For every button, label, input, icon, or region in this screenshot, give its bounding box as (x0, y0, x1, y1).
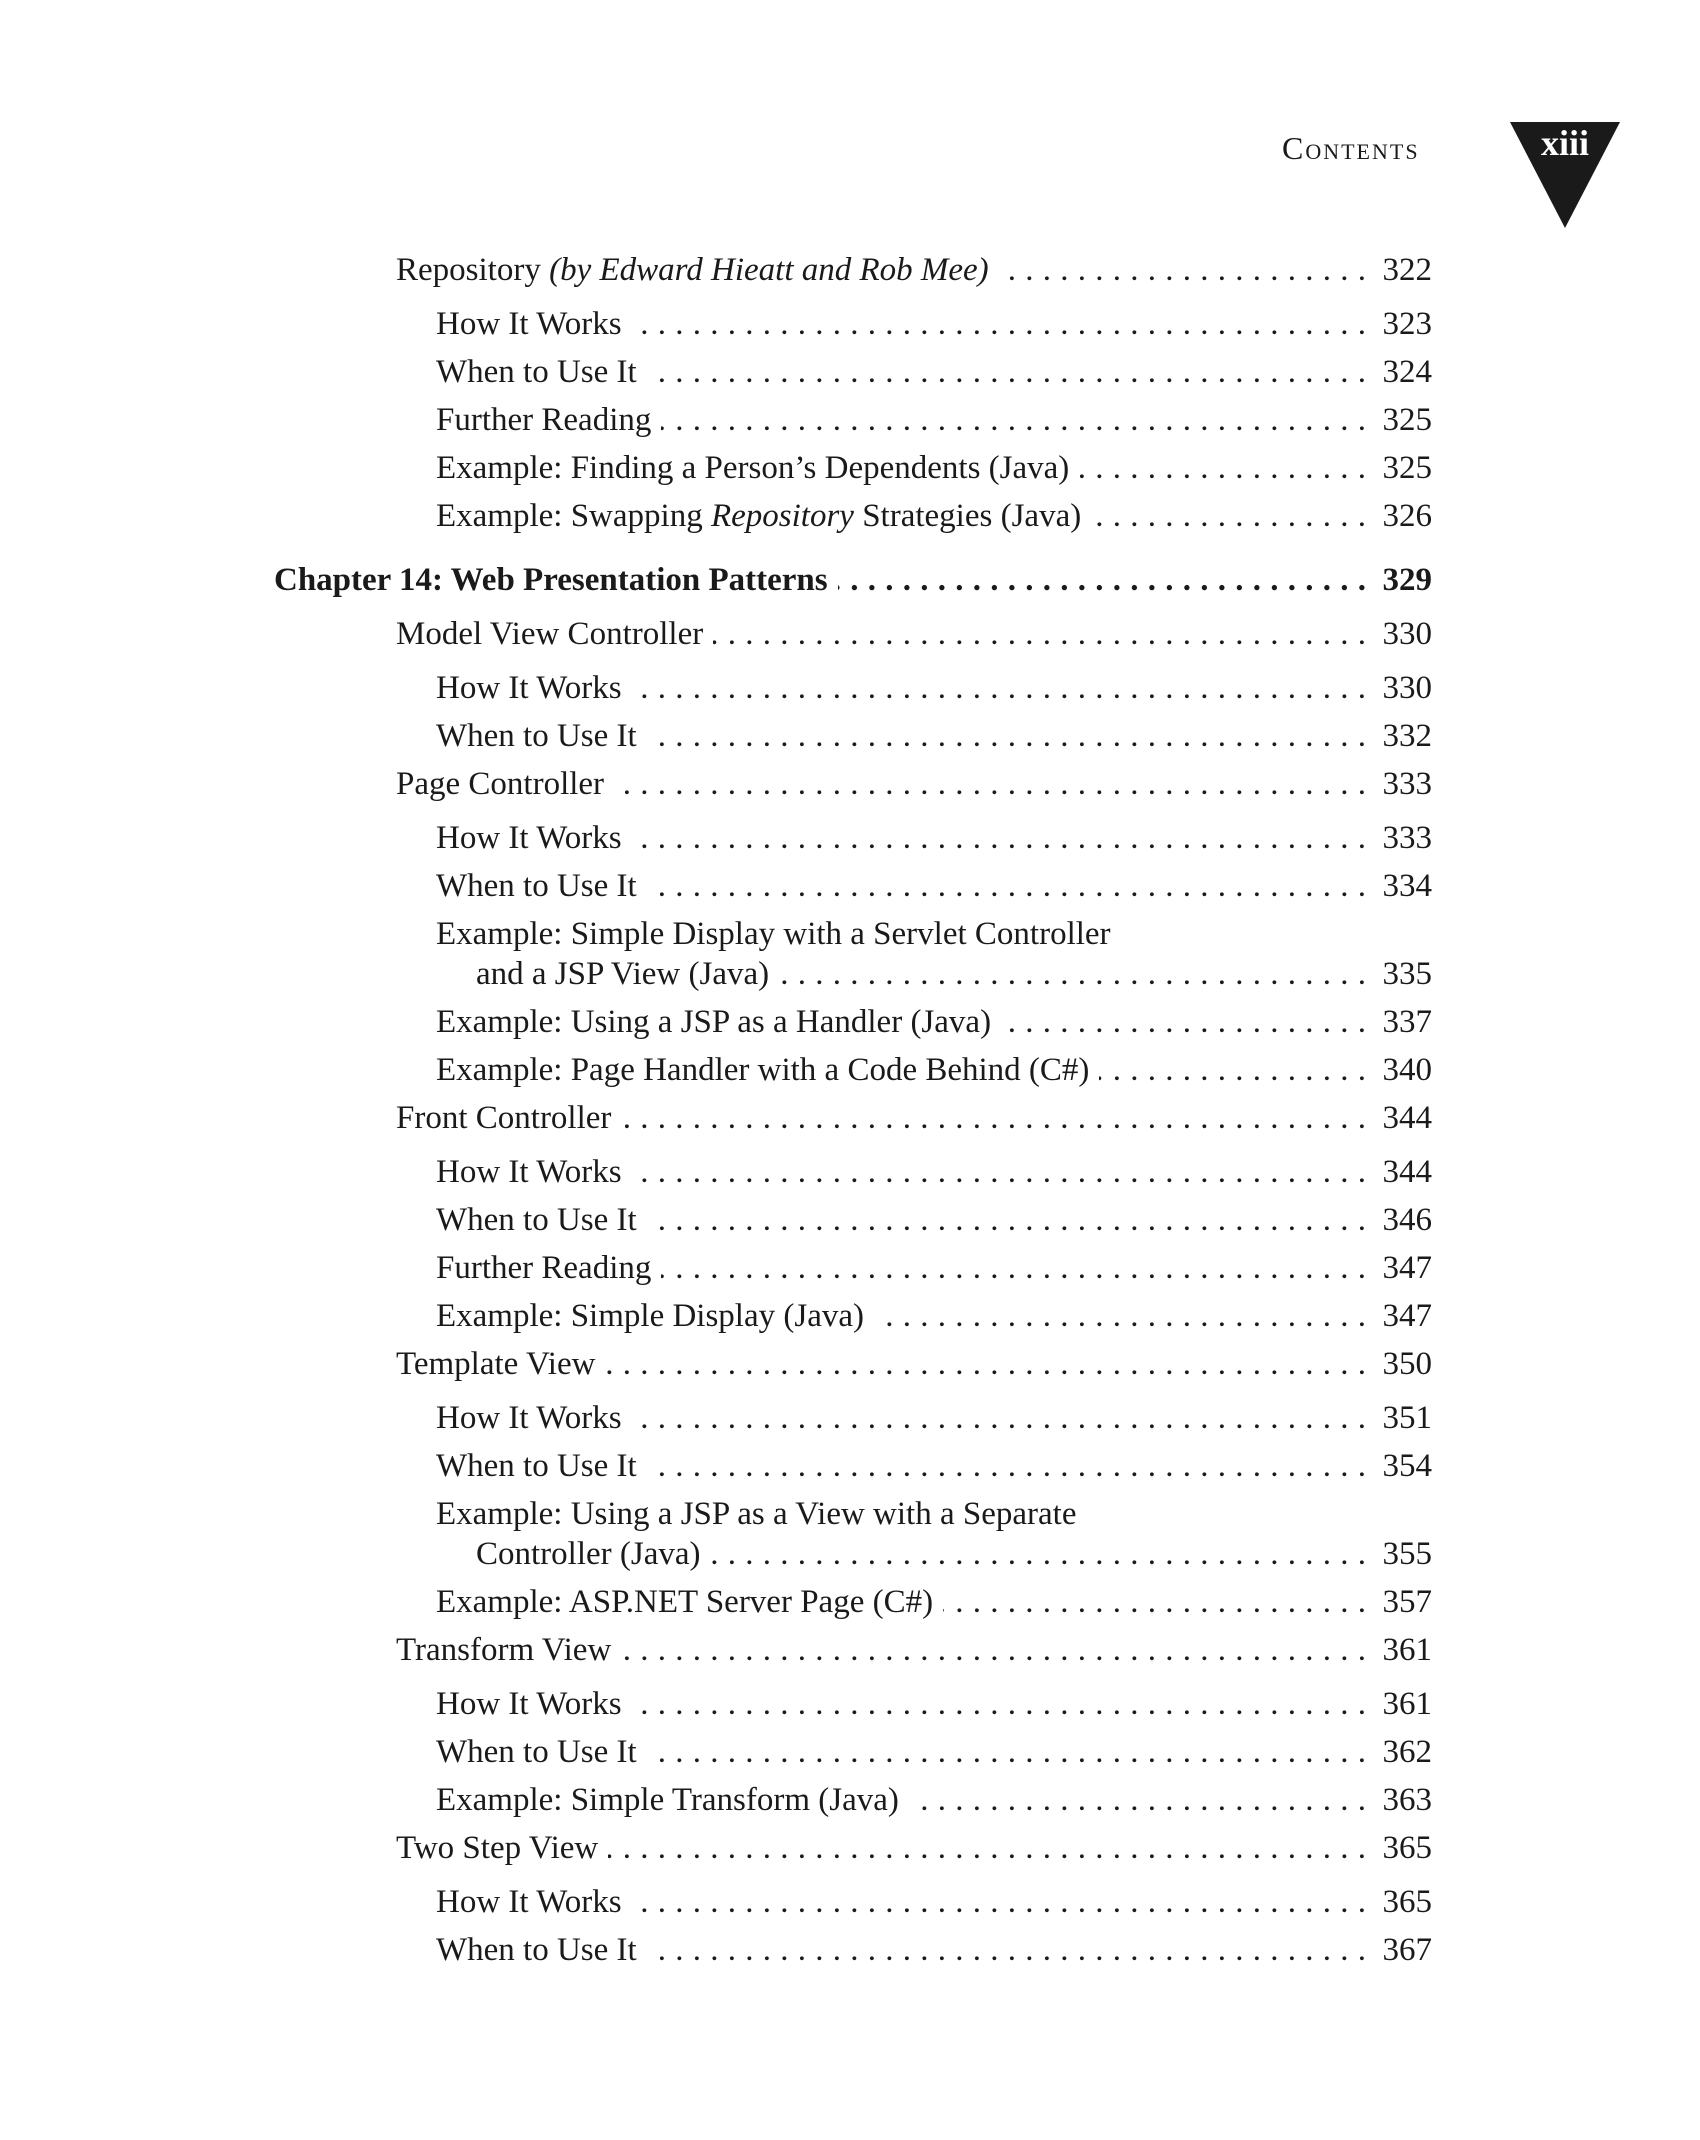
toc-entry[interactable] (436, 1200, 1432, 1240)
toc-entry-page: 361 (1382, 1686, 1432, 1722)
toc-leader-dots (647, 866, 1366, 906)
toc-entry-title: When to Use It (436, 868, 637, 904)
toc-entry[interactable] (436, 1930, 1432, 1970)
toc-entry-title: Controller (Java) (476, 1536, 701, 1572)
toc-entry-page: 347 (1382, 1250, 1432, 1286)
toc-entry-page: 351 (1382, 1400, 1432, 1436)
toc-entry[interactable] (436, 1050, 1432, 1090)
toc-leader-dots (605, 1344, 1366, 1384)
toc-entry-title: How It Works (436, 1154, 622, 1190)
toc-leader-dots (713, 614, 1366, 654)
toc-leader-dots (632, 1684, 1366, 1724)
toc-entry-title: When to Use It (436, 718, 637, 754)
toc-entry-page: 334 (1382, 868, 1432, 904)
toc-leader-dots (874, 1296, 1366, 1336)
toc-leader-dots (621, 1098, 1366, 1138)
toc-entry-title: and a JSP View (Java) (476, 956, 770, 992)
toc-entry-title: Example: ASP.NET Server Page (C#) (436, 1584, 934, 1620)
toc-entry-page: 332 (1382, 718, 1432, 754)
toc-entry-page: 325 (1382, 450, 1432, 486)
toc-entry-page: 323 (1382, 306, 1432, 342)
toc-entry-title: How It Works (436, 820, 622, 856)
toc-entry-page: 330 (1382, 670, 1432, 706)
toc-leader-dots (647, 1200, 1366, 1240)
toc-entry-page: 367 (1382, 1932, 1432, 1968)
toc-entry[interactable] (436, 1684, 1432, 1724)
toc-leader-dots (614, 764, 1366, 804)
toc-entry[interactable] (396, 1344, 1432, 1384)
toc-entry-page: 325 (1382, 402, 1432, 438)
toc-entry[interactable] (436, 1882, 1432, 1922)
toc-entry[interactable] (476, 954, 1432, 994)
toc-leader-dots (647, 1930, 1366, 1970)
toc-entry[interactable] (436, 496, 1432, 536)
toc-leader-dots (1091, 496, 1366, 536)
toc-entry[interactable] (436, 1248, 1432, 1288)
toc-leader-dots (632, 1152, 1366, 1192)
toc-leader-dots (632, 668, 1366, 708)
toc-leader-dots (711, 1534, 1366, 1574)
toc-entry-page: 326 (1382, 498, 1432, 534)
toc-entry[interactable] (436, 304, 1432, 344)
toc-leader-dots (647, 716, 1366, 756)
toc-leader-dots (632, 1398, 1366, 1438)
toc-entry[interactable] (436, 818, 1432, 858)
toc-entry[interactable] (436, 1152, 1432, 1192)
toc-entry[interactable] (396, 1630, 1432, 1670)
toc-entry-page: 340 (1382, 1052, 1432, 1088)
toc-entry-title: Repository (by Edward Hieatt and Rob Mee) (396, 252, 989, 288)
toc-entry-title: Example: Swapping Repository Strategies (Java) (436, 498, 1082, 534)
toc-entry-title: Front Controller (396, 1100, 612, 1136)
toc-entry-page: 337 (1382, 1004, 1432, 1040)
toc-entry-page: 365 (1382, 1884, 1432, 1920)
toc-entry-title: Example: Using a JSP as a Handler (Java) (436, 1004, 992, 1040)
toc-entry[interactable] (436, 1002, 1432, 1042)
toc-entry-page: 354 (1382, 1448, 1432, 1484)
toc-entry-title: When to Use It (436, 1202, 637, 1238)
toc-entry-page: 350 (1382, 1346, 1432, 1382)
toc-entry-page: 357 (1382, 1584, 1432, 1620)
toc-leader-dots (838, 560, 1366, 600)
toc-leader-dots (647, 352, 1366, 392)
toc-entry[interactable] (396, 614, 1432, 654)
toc-leader-dots (1001, 1002, 1366, 1042)
toc-entry-title: Transform View (396, 1632, 612, 1668)
toc-chapter-title: Chapter 14: Web Presentation Patterns (274, 562, 828, 598)
toc-entry[interactable] (396, 1098, 1432, 1138)
toc-entry-page: 335 (1382, 956, 1432, 992)
toc-entry-page: 363 (1382, 1782, 1432, 1818)
toc-entry-page: 365 (1382, 1830, 1432, 1866)
running-header-title: Contents (1282, 130, 1420, 166)
toc-entry-title: Two Step View (396, 1830, 599, 1866)
toc-entry[interactable] (396, 1828, 1432, 1868)
toc-leader-dots (779, 954, 1366, 994)
toc-entry[interactable] (436, 1582, 1432, 1622)
toc-entry-page: 333 (1382, 766, 1432, 802)
toc-entry-page: 329 (1382, 562, 1432, 598)
toc-entry-page: 347 (1382, 1298, 1432, 1334)
toc-leader-dots (661, 400, 1366, 440)
toc-leader-dots (1079, 448, 1366, 488)
toc-entry-page: 344 (1382, 1154, 1432, 1190)
toc-entry-title: Template View (396, 1346, 596, 1382)
toc-entry-title: Page Controller (396, 766, 605, 802)
toc-entry[interactable] (436, 1296, 1432, 1336)
toc-entry-title: How It Works (436, 670, 622, 706)
toc-leader-dots (647, 1732, 1366, 1772)
toc-entry-title: How It Works (436, 306, 622, 342)
toc-leader-dots (632, 304, 1366, 344)
toc-entry-title: How It Works (436, 1686, 622, 1722)
toc-entry-page: 346 (1382, 1202, 1432, 1238)
toc-leader-dots (999, 250, 1366, 290)
toc-leader-dots (661, 1248, 1366, 1288)
toc-entry[interactable] (436, 866, 1432, 906)
page-number: xiii (1540, 123, 1589, 163)
toc-entry[interactable] (436, 400, 1432, 440)
toc-leader-dots (632, 1882, 1366, 1922)
toc-entry[interactable] (476, 1534, 1432, 1574)
toc-chapter-14[interactable] (274, 560, 1432, 600)
toc-entry-page: 355 (1382, 1536, 1432, 1572)
toc-entry-title: When to Use It (436, 354, 637, 390)
toc-leader-dots (647, 1446, 1366, 1486)
toc-entry[interactable] (436, 716, 1432, 756)
toc-entry-title: Further Reading (436, 1250, 652, 1286)
toc-entry[interactable] (436, 1780, 1432, 1820)
toc-entry-repository[interactable] (396, 250, 1432, 290)
toc-entry-title: When to Use It (436, 1734, 637, 1770)
toc-entry-title: Example: Simple Transform (Java) (436, 1782, 899, 1818)
toc-leader-dots (608, 1828, 1366, 1868)
toc-entry-title: When to Use It (436, 1448, 637, 1484)
toc-entry[interactable] (436, 448, 1432, 488)
toc-entry-page: 362 (1382, 1734, 1432, 1770)
toc-leader-dots (1099, 1050, 1366, 1090)
toc-entry[interactable] (436, 1398, 1432, 1438)
toc-entry-page: 330 (1382, 616, 1432, 652)
toc-entry-page: 322 (1382, 252, 1432, 288)
toc-entry-title: Example: Finding a Person’s Dependents (Java) (436, 450, 1070, 486)
toc-entry-page: 324 (1382, 354, 1432, 390)
toc-entry-title: How It Works (436, 1400, 622, 1436)
toc-entry[interactable] (436, 1446, 1432, 1486)
toc-leader-dots (909, 1780, 1366, 1820)
toc-entry-title: Example: Simple Display (Java) (436, 1298, 864, 1334)
toc-entry[interactable] (436, 1732, 1432, 1772)
toc-entry-title: Example: Page Handler with a Code Behind (C#) (436, 1052, 1090, 1088)
toc-entry[interactable] (436, 352, 1432, 392)
toc-entry-first-line: Example: Using a JSP as a View with a Separate (436, 1496, 1077, 1532)
toc-entry-first-line: Example: Simple Display with a Servlet Controller (436, 916, 1111, 952)
toc-leader-dots (943, 1582, 1366, 1622)
toc-entry[interactable] (436, 668, 1432, 708)
toc-entry-page: 344 (1382, 1100, 1432, 1136)
toc-leader-dots (621, 1630, 1366, 1670)
toc-entry-title: Model View Controller (396, 616, 704, 652)
toc-entry-page: 333 (1382, 820, 1432, 856)
toc-entry[interactable] (396, 764, 1432, 804)
toc-entry-title: Further Reading (436, 402, 652, 438)
toc-entry-title: How It Works (436, 1884, 622, 1920)
toc-entry-title: When to Use It (436, 1932, 637, 1968)
toc-leader-dots (632, 818, 1366, 858)
toc-entry-page: 361 (1382, 1632, 1432, 1668)
